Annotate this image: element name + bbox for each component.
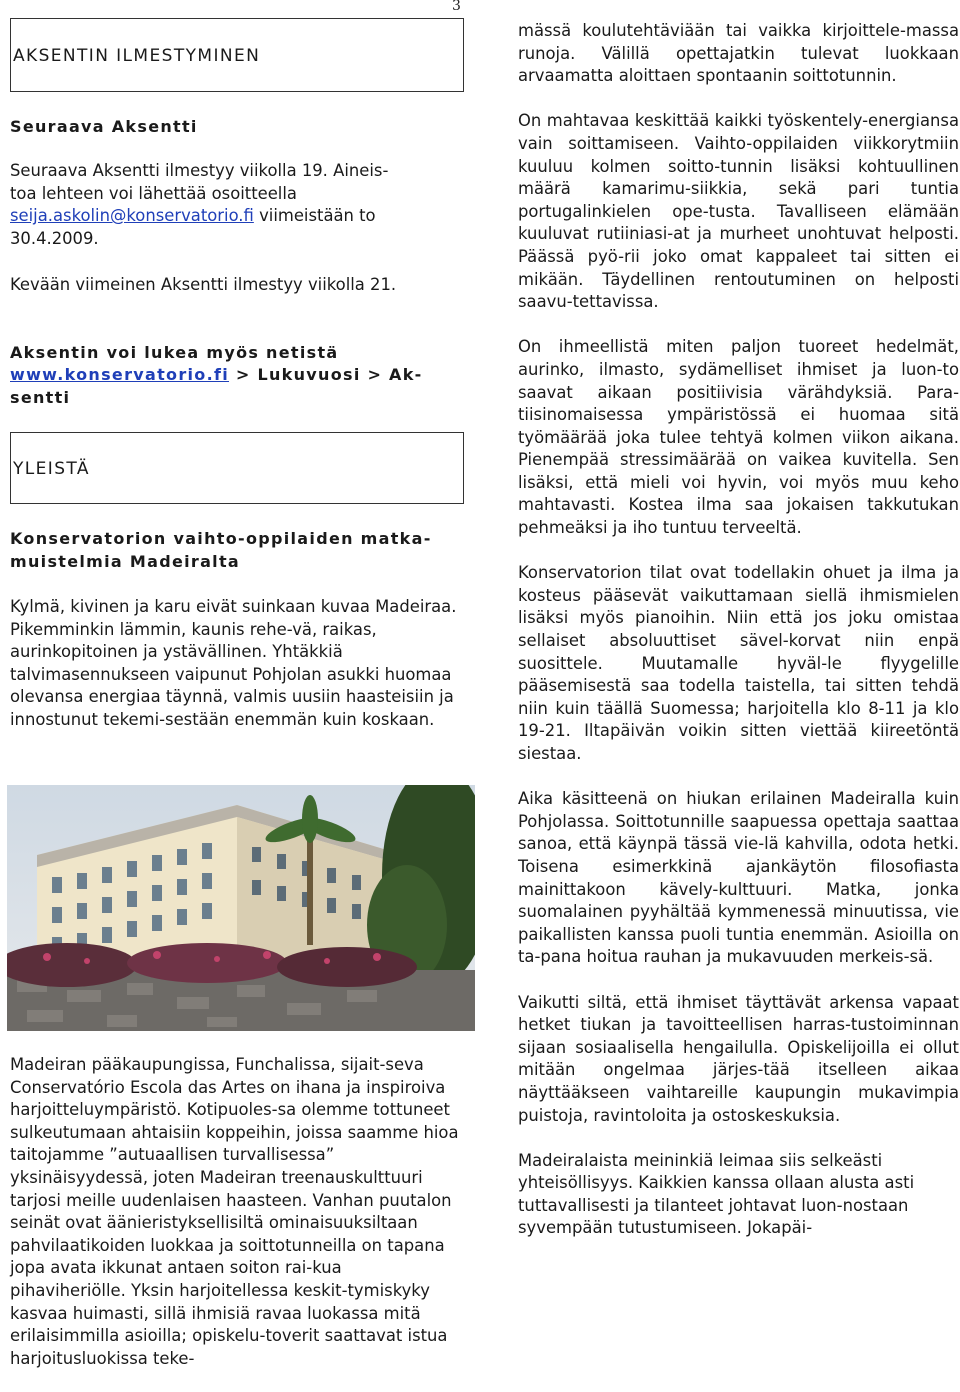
article-paragraph: Madeiralaista meininkiä leimaa siis selkeästi yhteisöllisyys. Kaikkien kanssa ollaan alusta asti tuttavallisesti ja tilanteet johtavat luon-nostaan syvempään tutustumiseen. Jokapäi- (518, 1150, 915, 1238)
article-title: Konservatorion vaihto-oppilaiden matka-muistelmia Madeiralta (10, 529, 432, 571)
section-title: AKSENTIN ILMESTYMINEN (13, 46, 261, 66)
article-paragraph: Aika käsitteenä on hiukan erilainen Madeiralla kuin Pohjolassa. Soittotunnille saapuessa opettaja saattaa sanoa, että käynpä tässä vie-lä kahvilla, odota hetki. Toisena esimerkkinä ajankäytön filosofiasta mainittakoon kävely-kulttuuri. Matka, jonka suomalainen pyyhältää kymmenessä minuutissa, vie paikallisten kanssa puoli tuntia enemmän. Asioilla on ta-pana hoitua rauhan ja mukavuuden merkeis-sä. (518, 789, 959, 967)
online-path (10, 364, 450, 409)
article-paragraph: Konservatorion tilat ovat todellakin ohuet ja ilma ja kosteus pääsevät vaikuttamaan siellä ihmismielen lisäksi myös pianoihin. Niin että jos joku omistaa sellaiset absoluuttiset sävel-korvat niin enpä suosittele. Muutamalle hyväl-le flyygelille pääsemisestä saa todella taistella, tai sitten tehdä niin kuin täällä Suomessa; harjoitella klo 8-11 ja klo 19-21. Iltapäivän voikin sitten viettää kiireetöntä siestaa. (518, 563, 959, 763)
article-paragraph: Vaikutti siltä, että ihmiset täyttävät arkensa vapaat hetket tiukan ja tavoitteellisen harras-tustoiminnan sijaan sosiaalisella hengailulla. Opiskelijoilla ei ollut mitään ongelmaa järjes-tää itselleen aikaa näyttääkseen vaihtareille kaupungin mukavimpia puistoja, ravintoloita ja ostoskeskuksia. (518, 992, 959, 1125)
article-paragraph: mässä koulutehtäviään tai vaikka kirjoittele-massa runoja. Välillä opettajatkin tulevat luokkaan arvaamatta aloittaen spontaanin soittotunnin. (518, 21, 959, 86)
article-paragraph: On mahtavaa keskittää kaikki työskentely-energiansa vain soittamiseen. Vaihto-oppilaiden viikkorytmiin kuuluu kolmen soitto-tunnin lisäksi kohtuullinen määrä kamarimu-siikkia, sekä pari tuntia portugalinkielen ope-tusta. Tavalliseen elämään kuuluvat rutiiniasi-at ja murheet unohtuvat helposti. Päässä pyö-rii joko omat kappaleet tai sitten ei mikään. Täydellinen rentoutuminen on helposti saavu-tettavissa. (518, 111, 959, 312)
photo-illustration (7, 785, 475, 1031)
email-link[interactable]: seija.askolin@konservatorio.fi (10, 206, 254, 226)
online-heading: Aksentin voi lukea myös netistä (10, 343, 339, 362)
article-paragraph: Madeiran pääkaupungissa, Funchalissa, sijait-seva Conservatório Escola das Artes on ihana ja inspiroiva harjoitteluympäristö. Kotipuoles-sa olemme tottuneet sulkeutumaan ahtaisiin koppeihin, joissa saamme hioa taitojamme ”autuaallisen turvallisessa” yksinäisyydessä, joten Madeiran treenauskulttuuri tarjosi meille uudenlaisen haasteen. Vanhan puutalon seinät ovat äänieristyksellisiltä ominaisuuksiltaan pahvilaatikoiden luokkaa ja soittotunneilla on tapana jopa avata ikkunat antaen soiton rai-kua pihaviheriölle. Yksin harjoitellessa keskit-tymiskyky kasvaa huimasti, sillä ihmisiä ravaa luokassa mitä erilaisimmilla asioilla; opiskelu-toverit saattavat istua harjoitusluokissa teke- (10, 1055, 459, 1368)
online-path-text: > Lukuvuosi > Ak-sentti (10, 365, 423, 407)
next-issue-deadline: viimeistään to 30.4.2009. (10, 206, 376, 248)
next-issue-heading: Seuraava Aksentti (10, 117, 198, 136)
section-title: YLEISTÄ (13, 459, 90, 479)
last-issue-paragraph: Kevään viimeinen Aksentti ilmestyy viikolla 21. (10, 275, 397, 294)
page-number: 3 (452, 0, 461, 14)
next-issue-text: Seuraava Aksentti ilmestyy viikolla 19. Aineis-toa lehteen voi lähettää osoitteella (10, 161, 389, 203)
website-link[interactable]: www.konservatorio.fi (10, 365, 230, 384)
section-box-yleista (10, 432, 464, 504)
article-paragraph: On ihmeellistä miten paljon tuoreet hedelmät, aurinko, ilmasto, sydämelliset ihmiset ja luon-to saavat aikaan positiivisia värähdyksiä. Para-tiisinomaisessa ympäristössä ei huomaa sitä työmäärää joka tulee tehtyä kolmen viikon aikana. Pienempää stressimäärää on vaikea kuvitella. Sen lisäksi, että mieli voi hyvin, voi myös muu keho mahtavasti. Kostea ilma saa jokaisen takkutukan pehmeäksi ja iho tuntuu terveeltä. (518, 337, 959, 538)
next-issue-paragraph (10, 160, 390, 250)
right-column (518, 20, 959, 1263)
section-box-aksentin-ilmestyminen (10, 18, 464, 92)
article-paragraph: Kylmä, kivinen ja karu eivät suinkaan kuvaa Madeiraa. Pikemminkin lämmin, kaunis rehe-vä, raikas, aurinkopitoinen ja ystävällinen. Yhtäkkiä talvimasennukseen vaipunut Pohjolan asukki huomaa olevansa energiaa täynnä, valmis uusiin haasteisiin ja innostunut tekemi-sestään enemmän kuin koskaan. (10, 597, 457, 729)
conservatory-building-photo (7, 785, 475, 1031)
